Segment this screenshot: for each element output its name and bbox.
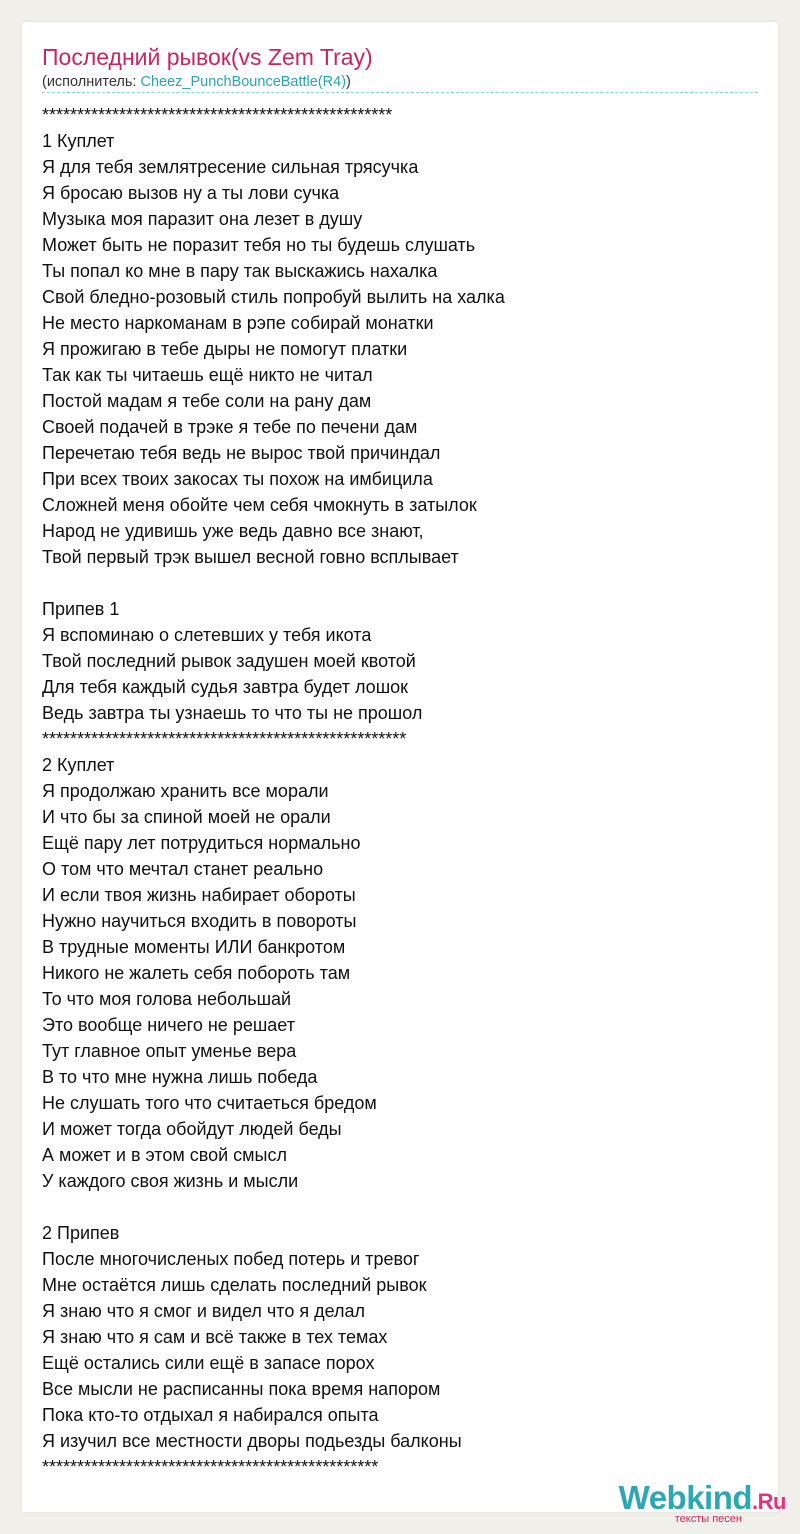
lyric-line: Народ не удивишь уже ведь давно все знают, xyxy=(42,521,424,541)
lyric-line: После многочисленых побед потерь и тревог xyxy=(42,1249,420,1269)
logo-tagline: тексты песен xyxy=(674,1513,742,1525)
artist-prefix: (исполнитель: xyxy=(42,74,141,90)
lyric-line: Я знаю что я смог и видел что я делал xyxy=(42,1301,366,1321)
lyric-line: Ещё остались сили ещё в запасе порох xyxy=(42,1353,375,1373)
lyric-line: Я бросаю вызов ну а ты лови сучка xyxy=(42,183,340,203)
lyric-line: Нужно научиться входить в повороты xyxy=(42,911,357,931)
lyric-line xyxy=(42,570,758,596)
lyric-line: ************************************************ xyxy=(42,1457,379,1477)
lyric-line: Мне остаётся лишь сделать последний рывок xyxy=(42,1275,427,1295)
lyric-line: При всех твоих закосах ты похож на имбицила xyxy=(42,469,433,489)
lyric-line: Пока кто-то отдыхал я набирался опыта xyxy=(42,1405,379,1425)
lyric-line: И может тогда обойдут людей беды xyxy=(42,1119,342,1139)
lyric-line: **************************************************** xyxy=(42,729,407,749)
logo-tld: .Ru xyxy=(752,1489,786,1514)
song-title: Последний рывок(vs Zem Tray) xyxy=(42,44,373,70)
lyric-line: Я знаю что я сам и всё также в тех темах xyxy=(42,1327,388,1347)
lyric-line: Может быть не поразит тебя но ты будешь слушать xyxy=(42,235,476,255)
artist-line xyxy=(42,72,351,92)
lyric-line: Сложней меня обойте чем себя чмокнуть в затылок xyxy=(42,495,477,515)
lyrics-text xyxy=(42,102,758,1480)
lyric-line: Перечетаю тебя ведь не вырос твой причиндал xyxy=(42,443,441,463)
lyric-line: Так как ты читаешь ещё никто не читал xyxy=(42,365,373,385)
lyric-line: ************************************************** xyxy=(42,105,393,125)
lyric-line: Не слушать того что считаеться бредом xyxy=(42,1093,377,1113)
title-divider xyxy=(42,92,758,93)
lyric-line: 2 Припев xyxy=(42,1223,120,1243)
lyric-line: Твой первый трэк вышел весной говно всплывает xyxy=(42,547,459,567)
lyrics-card xyxy=(22,22,778,1512)
lyric-line: В то что мне нужна лишь победа xyxy=(42,1067,318,1087)
artist-suffix: ) xyxy=(346,74,351,90)
lyric-line: Музыка моя паразит она лезет в душу xyxy=(42,209,363,229)
lyric-line: Тут главное опыт уменье вера xyxy=(42,1041,297,1061)
lyric-line: И если твоя жизнь набирает обороты xyxy=(42,885,356,905)
lyric-line xyxy=(42,1194,758,1220)
lyric-line: У каждого своя жизнь и мысли xyxy=(42,1171,299,1191)
lyric-line: То что моя голова небольшай xyxy=(42,989,292,1009)
lyric-line: И что бы за спиной моей не орали xyxy=(42,807,331,827)
lyric-line: 2 Куплет xyxy=(42,755,115,775)
lyric-line: Я для тебя землятресение сильная трясучка xyxy=(42,157,419,177)
lyric-line: Припев 1 xyxy=(42,599,120,619)
lyric-line: Ведь завтра ты узнаешь то что ты не прошол xyxy=(42,703,423,723)
lyric-line: О том что мечтал станет реально xyxy=(42,859,324,879)
lyric-line: Я прожигаю в тебе дыры не помогут платки xyxy=(42,339,408,359)
lyric-line: Ты попал ко мне в пару так выскажись нахалка xyxy=(42,261,438,281)
lyric-line: 1 Куплет xyxy=(42,131,115,151)
lyric-line: Никого не жалеть себя побороть там xyxy=(42,963,351,983)
lyric-line: В трудные моменты ИЛИ банкротом xyxy=(42,937,346,957)
logo-name: Webkind xyxy=(618,1479,753,1516)
lyric-line: Твой последний рывок задушен моей квотой xyxy=(42,651,416,671)
lyric-line: Ещё пару лет потрудиться нормально xyxy=(42,833,361,853)
lyric-line: А может и в этом свой смысл xyxy=(42,1145,287,1165)
lyric-line: Свой бледно-розовый стиль попробуй вылить на халка xyxy=(42,287,505,307)
lyric-line: Не место наркоманам в рэпе собирай монатки xyxy=(42,313,434,333)
lyric-line: Я изучил все местности дворы подьезды балконы xyxy=(42,1431,462,1451)
artist-link[interactable]: Cheez_PunchBounceBattle(R4) xyxy=(140,74,347,90)
lyric-line: Я вспоминаю о слетевших у тебя икота xyxy=(42,625,372,645)
webkind-logo[interactable] xyxy=(596,1480,786,1524)
lyric-line: Своей подачей в трэке я тебе по печени дам xyxy=(42,417,418,437)
lyric-line: Это вообще ничего не решает xyxy=(42,1015,295,1035)
lyric-line: Постой мадам я тебе соли на рану дам xyxy=(42,391,372,411)
lyric-line: Все мысли не расписанны пока время напором xyxy=(42,1379,441,1399)
lyric-line: Я продолжаю хранить все морали xyxy=(42,781,329,801)
lyric-line: Для тебя каждый судья завтра будет лошок xyxy=(42,677,409,697)
